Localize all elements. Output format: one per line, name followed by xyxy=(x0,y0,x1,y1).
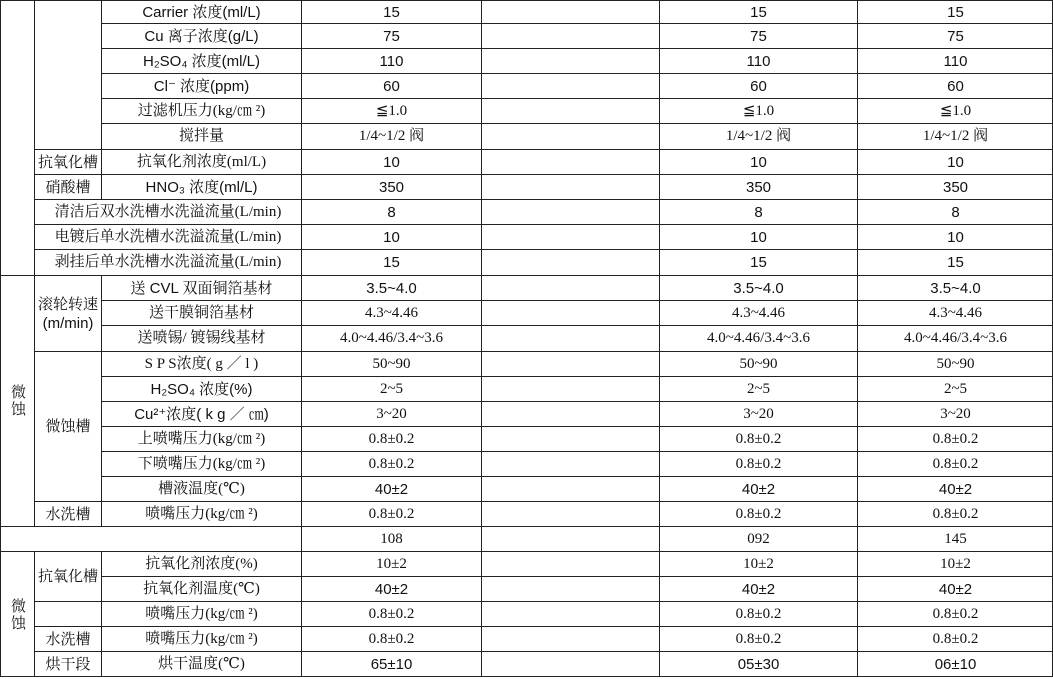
subgroup-blank-top xyxy=(34,0,101,149)
param-label: 喷嘴压力(kg/㎝ ²) xyxy=(101,601,301,626)
value-cell-1: ≦1.0 xyxy=(301,98,481,123)
subgroup-nitric-tank: 硝酸槽 xyxy=(34,174,101,199)
param-label: 送喷锡/ 镀锡线基材 xyxy=(101,325,301,351)
value-cell-2: ≦1.0 xyxy=(659,98,857,123)
empty-cell xyxy=(481,626,659,651)
blank-label-cell xyxy=(0,526,301,551)
empty-cell xyxy=(481,426,659,451)
empty-cell xyxy=(481,376,659,401)
empty-cell xyxy=(481,98,659,123)
value-cell-2: 1/4~1/2 阀 xyxy=(659,123,857,149)
empty-cell xyxy=(481,401,659,426)
subgroup-roller-speed: 滚轮转速 (m/min) xyxy=(34,275,101,351)
group-micro-etch-2: 微蚀 xyxy=(0,551,34,677)
value-cell-3: 40±2 xyxy=(857,576,1053,601)
value-cell-1: 0.8±0.2 xyxy=(301,451,481,476)
empty-cell xyxy=(481,199,659,224)
value-cell-1: 8 xyxy=(301,199,481,224)
empty-cell xyxy=(481,73,659,98)
value-cell-1: 0.8±0.2 xyxy=(301,426,481,451)
table-bottom-border xyxy=(0,676,1053,677)
value-cell-2: 8 xyxy=(659,199,857,224)
param-label: 槽液温度(℃) xyxy=(101,476,301,501)
value-cell-3: 4.3~4.46 xyxy=(857,300,1053,325)
subgroup-blank xyxy=(34,601,101,626)
param-label: 上喷嘴压力(kg/㎝ ²) xyxy=(101,426,301,451)
value-cell-3: 75 xyxy=(857,23,1053,48)
param-label: 搅拌量 xyxy=(101,123,301,149)
value-cell-2: 40±2 xyxy=(659,576,857,601)
value-cell-2: 110 xyxy=(659,48,857,73)
empty-cell xyxy=(481,576,659,601)
param-label: 下喷嘴压力(kg/㎝ ²) xyxy=(101,451,301,476)
value-cell-3: 145 xyxy=(857,526,1053,551)
subgroup-rinse-tank: 水洗槽 xyxy=(34,501,101,526)
value-cell-3: 110 xyxy=(857,48,1053,73)
value-cell-3: 15 xyxy=(857,249,1053,275)
empty-cell xyxy=(481,149,659,174)
value-cell-2: 15 xyxy=(659,249,857,275)
value-cell-1: 40±2 xyxy=(301,476,481,501)
param-label: 喷嘴压力(kg/㎝ ²) xyxy=(101,626,301,651)
value-cell-3: 1/4~1/2 阀 xyxy=(857,123,1053,149)
param-label: 喷嘴压力(kg/㎝ ²) xyxy=(101,501,301,526)
value-cell-1: 3~20 xyxy=(301,401,481,426)
value-cell-3: 4.0~4.46/3.4~3.6 xyxy=(857,325,1053,351)
value-cell-3: 0.8±0.2 xyxy=(857,626,1053,651)
empty-cell xyxy=(481,0,659,23)
value-cell-2: 40±2 xyxy=(659,476,857,501)
value-cell-1: 10 xyxy=(301,149,481,174)
param-label: 清洁后双水洗槽水洗溢流量(L/min) xyxy=(34,199,301,224)
value-cell-3: 0.8±0.2 xyxy=(857,601,1053,626)
value-cell-1: 3.5~4.0 xyxy=(301,275,481,300)
subgroup-drying-section: 烘干段 xyxy=(34,651,101,677)
value-cell-3: ≦1.0 xyxy=(857,98,1053,123)
value-cell-3: 0.8±0.2 xyxy=(857,426,1053,451)
param-label: H₂SO₄ 浓度(%) xyxy=(101,376,301,401)
value-cell-3: 3~20 xyxy=(857,401,1053,426)
param-label: HNO₃ 浓度(ml/L) xyxy=(101,174,301,199)
value-cell-1: 4.3~4.46 xyxy=(301,300,481,325)
param-label: 烘干温度(℃) xyxy=(101,651,301,677)
value-cell-3: 15 xyxy=(857,0,1053,23)
value-cell-1: 0.8±0.2 xyxy=(301,601,481,626)
value-cell-3: 06±10 xyxy=(857,651,1053,677)
empty-cell xyxy=(481,275,659,300)
param-label: Cu²⁺浓度( k g ／ ㎝) xyxy=(101,401,301,426)
param-label: 抗氧化剂浓度(%) xyxy=(101,551,301,576)
value-cell-2: 350 xyxy=(659,174,857,199)
empty-cell xyxy=(481,601,659,626)
value-cell-1: 60 xyxy=(301,73,481,98)
value-cell-1: 40±2 xyxy=(301,576,481,601)
empty-cell xyxy=(481,23,659,48)
param-label: 剥挂后单水洗槽水洗溢流量(L/min) xyxy=(34,249,301,275)
param-label: 电镀后单水洗槽水洗溢流量(L/min) xyxy=(34,224,301,249)
value-cell-2: 3~20 xyxy=(659,401,857,426)
value-cell-3: 10 xyxy=(857,224,1053,249)
value-cell-2: 10±2 xyxy=(659,551,857,576)
empty-cell xyxy=(481,174,659,199)
value-cell-2: 0.8±0.2 xyxy=(659,451,857,476)
param-label: S P S浓度( g ／ l ) xyxy=(101,351,301,376)
param-label: 送干膜铜箔基材 xyxy=(101,300,301,325)
value-cell-1: 10±2 xyxy=(301,551,481,576)
value-cell-3: 50~90 xyxy=(857,351,1053,376)
value-cell-3: 10±2 xyxy=(857,551,1053,576)
empty-cell xyxy=(481,501,659,526)
value-cell-3: 40±2 xyxy=(857,476,1053,501)
subgroup-rinse-tank-2: 水洗槽 xyxy=(34,626,101,651)
value-cell-2: 15 xyxy=(659,0,857,23)
empty-cell xyxy=(481,224,659,249)
group-blank-top xyxy=(0,0,34,275)
value-cell-3: 2~5 xyxy=(857,376,1053,401)
value-cell-2: 0.8±0.2 xyxy=(659,601,857,626)
value-cell-3: 3.5~4.0 xyxy=(857,275,1053,300)
empty-cell xyxy=(481,325,659,351)
empty-cell xyxy=(481,476,659,501)
param-label: Carrier 浓度(ml/L) xyxy=(101,0,301,23)
value-cell-1: 0.8±0.2 xyxy=(301,626,481,651)
empty-cell xyxy=(481,351,659,376)
value-cell-1: 108 xyxy=(301,526,481,551)
value-cell-2: 2~5 xyxy=(659,376,857,401)
value-cell-1: 50~90 xyxy=(301,351,481,376)
value-cell-1: 10 xyxy=(301,224,481,249)
empty-cell xyxy=(481,48,659,73)
empty-cell xyxy=(481,651,659,677)
param-label: 过滤机压力(kg/㎝ ²) xyxy=(101,98,301,123)
empty-cell xyxy=(481,300,659,325)
empty-cell xyxy=(481,551,659,576)
value-cell-1: 65±10 xyxy=(301,651,481,677)
value-cell-2: 3.5~4.0 xyxy=(659,275,857,300)
param-label: 抗氧化剂温度(℃) xyxy=(101,576,301,601)
value-cell-2: 0.8±0.2 xyxy=(659,501,857,526)
param-label: Cl⁻ 浓度(ppm) xyxy=(101,73,301,98)
value-cell-2: 4.0~4.46/3.4~3.6 xyxy=(659,325,857,351)
value-cell-1: 15 xyxy=(301,249,481,275)
empty-cell xyxy=(481,451,659,476)
value-cell-3: 10 xyxy=(857,149,1053,174)
subgroup-anti-oxidation-tank: 抗氧化槽 xyxy=(34,149,101,174)
value-cell-2: 4.3~4.46 xyxy=(659,300,857,325)
value-cell-1: 110 xyxy=(301,48,481,73)
subgroup-micro-etch-tank: 微蚀槽 xyxy=(34,351,101,501)
value-cell-2: 0.8±0.2 xyxy=(659,426,857,451)
value-cell-3: 350 xyxy=(857,174,1053,199)
value-cell-2: 05±30 xyxy=(659,651,857,677)
empty-cell xyxy=(481,526,659,551)
empty-cell xyxy=(481,123,659,149)
value-cell-3: 8 xyxy=(857,199,1053,224)
value-cell-2: 60 xyxy=(659,73,857,98)
value-cell-2: 10 xyxy=(659,149,857,174)
value-cell-3: 0.8±0.2 xyxy=(857,451,1053,476)
value-cell-2: 10 xyxy=(659,224,857,249)
value-cell-1: 350 xyxy=(301,174,481,199)
value-cell-2: 0.8±0.2 xyxy=(659,626,857,651)
empty-cell xyxy=(481,249,659,275)
value-cell-1: 1/4~1/2 阀 xyxy=(301,123,481,149)
subgroup-anti-oxidation-tank-2: 抗氧化槽 xyxy=(34,551,101,601)
param-label: 送 CVL 双面铜箔基材 xyxy=(101,275,301,300)
value-cell-1: 4.0~4.46/3.4~3.6 xyxy=(301,325,481,351)
value-cell-2: 092 xyxy=(659,526,857,551)
param-label: H₂SO₄ 浓度(ml/L) xyxy=(101,48,301,73)
value-cell-3: 0.8±0.2 xyxy=(857,501,1053,526)
value-cell-3: 60 xyxy=(857,73,1053,98)
param-label: Cu 离子浓度(g/L) xyxy=(101,23,301,48)
group-micro-etch: 微蚀 xyxy=(0,275,34,526)
value-cell-2: 50~90 xyxy=(659,351,857,376)
value-cell-1: 0.8±0.2 xyxy=(301,501,481,526)
value-cell-1: 75 xyxy=(301,23,481,48)
value-cell-1: 15 xyxy=(301,0,481,23)
value-cell-2: 75 xyxy=(659,23,857,48)
param-label: 抗氧化剂浓度(ml/L) xyxy=(101,149,301,174)
value-cell-1: 2~5 xyxy=(301,376,481,401)
